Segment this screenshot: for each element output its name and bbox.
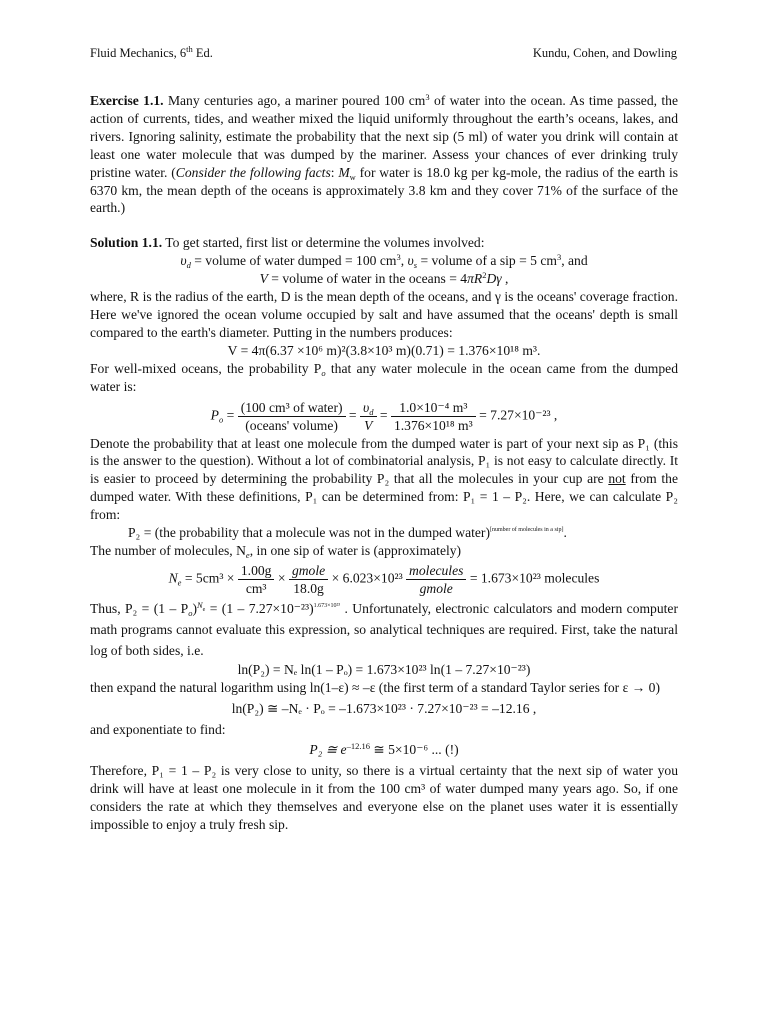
header-left: Fluid Mechanics, 6th Ed. — [90, 44, 213, 60]
solution-intro: Solution 1.1. To get started, first list or determine the volumes involved: — [90, 235, 485, 251]
conclusion-paragraph: Therefore, P₁ = 1 – P₂ is very close to unity, so there is a virtual certainty that the next sip of water you drink will have at least one molecule in it from the 100 cm³ of water dumped many years ago. So, if one considers the rate at which they themselves and everyone else on the planet uses water it is essentially impossible to enjoy a truly fresh sip. — [90, 763, 678, 833]
log-approx-equation: ln(P₂) ≅ –Nₑ · Pₒ = –1.673×10²³ · 7.27×10⁻²³ = –12.16 , — [231, 700, 537, 716]
log-equation: ln(P₂) = Nₑ ln(1 – Pₒ) = 1.673×10²³ ln(1 – 7.27×10⁻²³) — [237, 661, 531, 677]
exercise-paragraph: Exercise 1.1. Many centuries ago, a mariner poured 100 $cm^3$ of water into the ocean. As time passed, the action of currents, tides, and weather mixed the liquid uniformly throughout the earth’s oceans, lakes, and rivers. Ignoring salinity, estimate the probability that the next sip (5 ml) of water you drink will contain at least one water molecule that was dumped by the mariner. Assess your chances of ever drinking truly pristine water. (Consider the following facts: $M_w$ for water is 18.0 kg per kg-mole, the radius of the earth is 6370 km, the mean depth of the oceans is approximately 3.8 km and they cover 71% of the surface of the earth.) — [90, 92, 679, 216]
molecule-count-equation: $N_e = 5cm^3$ × $\frac{1.00g}{\text{cm³}}$ × $\frac{\text{gmole}}{18.0g}$ × 6.023×10²³ $\frac{\text{molecules}}{\text{gmole}}$ = 1.673×10²³ molecules — [168, 562, 600, 596]
ocean-volume-definition: V = volume of water in the oceans = $4\pi R^2D\gamma$ , — [259, 270, 509, 287]
header-right: Kundu, Cohen, and Dowling — [532, 46, 677, 60]
mixed-paragraph: For well-mixed oceans, the probability $P_o$ that any water molecule in the ocean came from the dumped water is: — [90, 360, 678, 394]
denote-paragraph: Denote the probability that at least one molecule from the dumped water is part of your next sip as P₁ (this is the answer to the question). Without a lot of combinatorial analysis, P₁ is not easy to calculate directly. It is easier to proceed by determining the probability P₂ that all the molecules in your cup are not from the dumped water. With these definitions, P₁ can be determined from: P₁ = 1 – P₂. Here, we can calculate P₂ from: — [90, 435, 678, 523]
p2-definition: P₂ = (the probability that a molecule was not in the dumped water)[number of molecules in a sip]. — [128, 525, 567, 541]
volume-definitions: $\upsilon_d$ = volume of water dumped = 100 $cm^3$, $\upsilon_s$ = volume of a sip = 5 $cm^3$, and — [180, 252, 588, 271]
p2-result-equation: P₂ ≅ $e^{-12.16}$ ≅ 5×10⁻⁶ ... (!) — [309, 741, 459, 758]
volume-equation: V = 4π(6.37 ×10⁶ m)²(3.8×10³ m)(0.71) = 1.376×10¹⁸ m³. — [227, 342, 541, 358]
thus-paragraph: Thus, $P_2 = (1 - P_o)^{N_e} = (1 - 7.27\times 10^{-23})^{1.673\times 10^{23}}$ . Unfortunately, electronic calculators and modern computer math programs cannot evaluate this expression, so analytical techniques are required. First, take the natural log of both sides, i.e. — [90, 599, 678, 658]
exponentiate-text: and exponentiate to find: — [90, 721, 226, 737]
document-body — [90, 92, 678, 834]
molecule-count-intro: The number of molecules, $N_e$, in one sip of water is (approximately) — [90, 542, 462, 560]
probability-equation: $P_o$ = $\frac{\text{(100 cm³ of water)}}{\text{(oceans' volume)}}$ = $\frac{\upsilon_d}{V}$ = $\frac{\text{1.0×10⁻⁴ m³}}{\text{1.376×10¹⁸ m³}}$ = 7.27×10⁻²³ , — [210, 399, 558, 433]
expand-paragraph: then expand the natural logarithm using ln(1–ε) ≈ –ε (the first term of a standard Taylor series for ε → 0) — [90, 679, 661, 695]
where-paragraph: where, R is the radius of the earth, D is the mean depth of the oceans, and γ is the oceans' coverage fraction. Here we've ignored the ocean volume occupied by salt and have assumed that the oceans' depth is small compared to the earth's diameter. Putting in the numbers produces: — [90, 289, 678, 340]
